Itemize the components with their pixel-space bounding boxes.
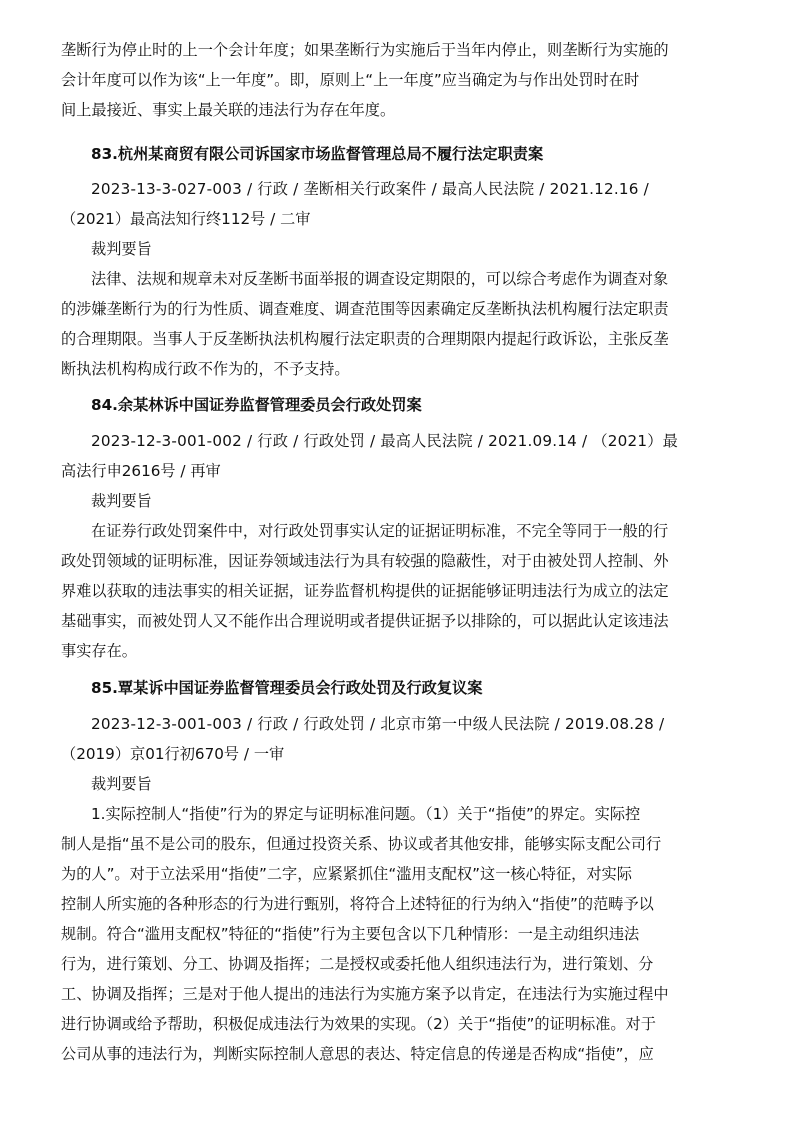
body-text-line: 进行协调或给予帮助，积极促成违法行为效果的实现。（2）关于“指使”的证明标准。对于: [61, 1015, 656, 1033]
case-meta-84: 2023-12-3-001-002 / 行政 / 行政处罚 / 最高人民法院 / 2021.09.14 / （2021）最: [91, 432, 679, 450]
body-text-line: 的涉嫌垄断行为的行为性质、调查难度、调查范围等因素确定反垄断执法机构履行法定职责: [61, 300, 669, 318]
body-text-line: 公司从事的违法行为，判断实际控制人意思的表达、特定信息的传递是否构成“指使”，应: [61, 1045, 654, 1063]
body-text-line: 为的人”。对于立法采用“指使”二字，应紧紧抓住“滥用支配权”这一核心特征，对实际: [61, 865, 632, 883]
case-title-85: 85.覃某诉中国证券监督管理委员会行政处罚及行政复议案: [91, 679, 483, 697]
body-text-line: 在证券行政处罚案件中，对行政处罚事实认定的证据证明标准，不完全等同于一般的行: [91, 522, 669, 540]
case-meta-85: 2023-12-3-001-003 / 行政 / 行政处罚 / 北京市第一中级人民法院 / 2019.08.28 /: [91, 715, 665, 733]
case-title-83: 83.杭州某商贸有限公司诉国家市场监督管理总局不履行法定职责案: [91, 145, 544, 163]
case-meta-83-cont: （2021）最高法知行终112号 / 二审: [61, 210, 311, 228]
section-heading: 裁判要旨: [91, 492, 152, 510]
case-meta-84-cont: 高法行申2616号 / 再审: [61, 462, 221, 480]
body-text-line: 行为，进行策划、分工、协调及指挥；二是授权或委托他人组织违法行为，进行策划、分: [61, 955, 654, 973]
body-text-line: 事实存在。: [61, 642, 137, 660]
body-text-line: 控制人所实施的各种形态的行为进行甄别，将符合上述特征的行为纳入“指使”的范畴予以: [61, 895, 654, 913]
section-heading: 裁判要旨: [91, 775, 152, 793]
body-text-line: 界难以获取的违法事实的相关证据，证券监督机构提供的证据能够证明违法行为成立的法定: [61, 582, 669, 600]
body-text-line: 断执法机构构成行政不作为的，不予支持。: [61, 360, 350, 378]
body-text-line: 政处罚领域的证明标准，因证券领域违法行为具有较强的隐蔽性，对于由被处罚人控制、外: [61, 552, 669, 570]
body-text-line: 的合理期限。当事人于反垄断执法机构履行法定职责的合理期限内提起行政诉讼，主张反垄: [61, 330, 669, 348]
case-meta-83: 2023-13-3-027-003 / 行政 / 垄断相关行政案件 / 最高人民法院 / 2021.12.16 /: [91, 180, 649, 198]
body-text-line: 法律、法规和规章未对反垄断书面举报的调查设定期限的，可以综合考虑作为调查对象: [91, 270, 669, 288]
body-text-line: 基础事实，而被处罚人又不能作出合理说明或者提供证据予以排除的，可以据此认定该违法: [61, 612, 669, 630]
case-meta-85-cont: （2019）京01行初670号 / 一审: [61, 745, 285, 763]
body-text-line: 间上最接近、事实上最关联的违法行为存在年度。: [61, 101, 396, 119]
body-text-line: 规制。符合“滥用支配权”特征的“指使”行为主要包含以下几种情形：一是主动组织违法: [61, 925, 640, 943]
body-text-line: 工、协调及指挥；三是对于他人提出的违法行为实施方案予以肯定，在违法行为实施过程中: [61, 985, 669, 1003]
body-text-line: 制人是指“虽不是公司的股东，但通过投资关系、协议或者其他安排，能够实际支配公司行: [61, 835, 662, 853]
body-text-line: 垄断行为停止时的上一个会计年度；如果垄断行为实施后于当年内停止，则垄断行为实施的: [61, 41, 669, 59]
body-text-line: 会计年度可以作为该“上一年度”。即，原则上“上一年度”应当确定为与作出处罚时在时: [61, 71, 640, 89]
section-heading: 裁判要旨: [91, 240, 152, 258]
case-title-84: 84.余某林诉中国证券监督管理委员会行政处罚案: [91, 396, 422, 414]
body-text-line: 1.实际控制人“指使”行为的界定与证明标准问题。（1）关于“指使”的界定。实际控: [91, 805, 641, 823]
